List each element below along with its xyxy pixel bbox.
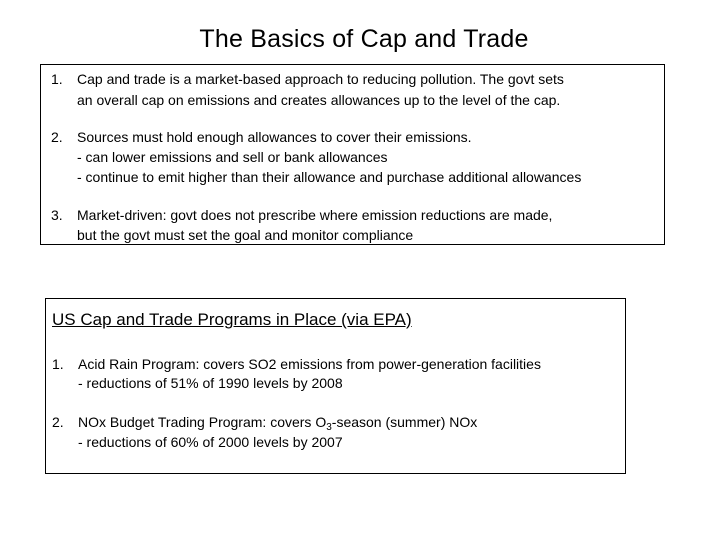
- programs-item-2-line-1-text: NOx Budget Trading Program: covers O: [78, 414, 327, 430]
- programs-heading: US Cap and Trade Programs in Place (via EPA): [52, 310, 412, 329]
- slide-title: The Basics of Cap and Trade: [199, 25, 529, 53]
- basics-item-1-line-1: Cap and trade is a market-based approach to reducing pollution. The govt sets: [77, 71, 564, 87]
- programs-item-2-line-1: [78, 412, 477, 432]
- ozone-subscript: 3: [326, 422, 332, 433]
- programs-item-1-line-1: Acid Rain Program: covers SO2 emissions from power-generation facilities: [78, 356, 541, 372]
- us-programs-box: [45, 298, 626, 474]
- basics-item-2-number: 2.: [51, 129, 63, 145]
- basics-item-3-line-2: but the govt must set the goal and monitor compliance: [77, 227, 414, 243]
- cap-and-trade-basics-box: [40, 64, 665, 245]
- programs-item-1-line-2: - reductions of 51% of 1990 levels by 2008: [78, 375, 343, 391]
- basics-item-3-line-1: Market-driven: govt does not prescribe where emission reductions are made,: [77, 207, 553, 223]
- programs-item-2-number: 2.: [52, 414, 64, 430]
- programs-item-2-line-1-rest: -season (summer) NOx: [331, 414, 478, 430]
- programs-item-1-number: 1.: [52, 356, 64, 372]
- programs-item-2-line-2: - reductions of 60% of 2000 levels by 2007: [78, 434, 343, 450]
- basics-item-3-number: 3.: [51, 207, 63, 223]
- basics-item-1-number: 1.: [51, 71, 63, 87]
- basics-item-1-line-2: an overall cap on emissions and creates allowances up to the level of the cap.: [77, 92, 561, 108]
- basics-item-2-line-2: - can lower emissions and sell or bank allowances: [77, 149, 388, 165]
- basics-item-2-line-3: - continue to emit higher than their allowance and purchase additional allowances: [77, 169, 582, 185]
- basics-item-2-line-1: Sources must hold enough allowances to cover their emissions.: [77, 129, 472, 145]
